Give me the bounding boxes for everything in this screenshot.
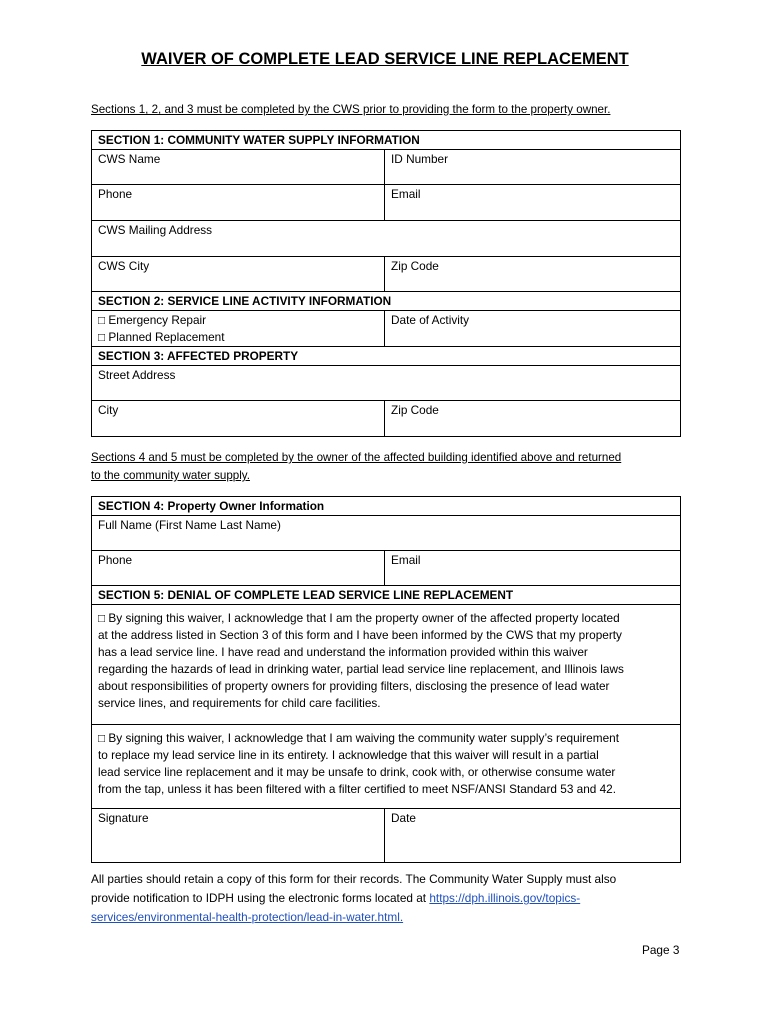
section-4-header: SECTION 4: Property Owner Information (92, 497, 681, 516)
para1-line: about responsibilities of property owners for providing filters, disclosing the presence of lead water (98, 679, 610, 693)
cws-email-field[interactable]: Email (385, 185, 681, 221)
para2-line: to replace my lead service line in its entirety. I acknowledge that this waiver will result in a partial (98, 748, 599, 762)
footer-line-1: All parties should retain a copy of this form for their records. The Community Water Supply must also (91, 872, 617, 886)
owner-full-name-field[interactable]: Full Name (First Name Last Name) (92, 516, 681, 551)
acknowledgement-paragraph-1[interactable] (92, 605, 681, 725)
activity-type-options (92, 311, 385, 347)
para1-line: service lines, and requirements for child care facilities. (98, 696, 381, 710)
section-2-header: SECTION 2: SERVICE LINE ACTIVITY INFORMATION (92, 292, 681, 311)
instructions-sections-4-5 (91, 449, 621, 485)
signature-field[interactable]: Signature (92, 809, 385, 863)
emergency-repair-checkbox[interactable]: □ Emergency Repair (98, 313, 207, 327)
para2-line: □ By signing this waiver, I acknowledge that I am waiving the community water supply’s requirement (98, 731, 619, 745)
para1-line: regarding the hazards of lead in drinking water, partial lead service line replacement, and Illinois laws (98, 662, 624, 676)
cws-name-field[interactable]: CWS Name (92, 150, 385, 185)
para1-line: has a lead service line. I have read and understand the information provided within this waiver (98, 645, 588, 659)
sections-1-3-table (91, 130, 681, 437)
page-number: Page 3 (642, 943, 680, 957)
section-1-header: SECTION 1: COMMUNITY WATER SUPPLY INFORMATION (92, 131, 681, 150)
footer-line-2-text: provide notification to IDPH using the electronic forms located at (91, 891, 430, 905)
street-address-field[interactable]: Street Address (92, 366, 681, 401)
para1-line: at the address listed in Section 3 of this form and I have been informed by the CWS that my property (98, 628, 622, 642)
footer-note (91, 870, 681, 927)
owner-email-field[interactable]: Email (385, 551, 681, 586)
para1-line: □ By signing this waiver, I acknowledge that I am the property owner of the affected property located (98, 611, 620, 625)
para2-line: lead service line replacement and it may be unsafe to drink, cook with, or otherwise consume water (98, 765, 616, 779)
signature-date-field[interactable]: Date (385, 809, 681, 863)
section-5-header: SECTION 5: DENIAL OF COMPLETE LEAD SERVICE LINE REPLACEMENT (92, 586, 681, 605)
idph-link-part-2[interactable]: services/environmental-health-protection/lead-in-water.html. (91, 910, 404, 924)
property-city-field[interactable]: City (92, 401, 385, 437)
section-3-header: SECTION 3: AFFECTED PROPERTY (92, 347, 681, 366)
instructions-line-2: to the community water supply. (91, 469, 250, 482)
cws-mailing-address-field[interactable]: CWS Mailing Address (92, 221, 681, 257)
para2-line: from the tap, unless it has been filtered with a filter certified to meet NSF/ANSI Standard 53 and 42. (98, 782, 617, 796)
owner-phone-field[interactable]: Phone (92, 551, 385, 586)
cws-phone-field[interactable]: Phone (92, 185, 385, 221)
cws-zip-field[interactable]: Zip Code (385, 257, 681, 292)
date-of-activity-field[interactable]: Date of Activity (385, 311, 681, 347)
id-number-field[interactable]: ID Number (385, 150, 681, 185)
instructions-line-1: Sections 4 and 5 must be completed by the owner of the affected building identified above and returned (91, 451, 622, 464)
idph-link-part-1[interactable]: https://dph.illinois.gov/topics- (429, 891, 581, 905)
sections-4-5-table (91, 496, 681, 863)
property-zip-field[interactable]: Zip Code (385, 401, 681, 437)
planned-replacement-checkbox[interactable]: □ Planned Replacement (98, 330, 225, 344)
cws-city-field[interactable]: CWS City (92, 257, 385, 292)
instructions-sections-1-3: Sections 1, 2, and 3 must be completed by the CWS prior to providing the form to the property owner. (91, 103, 611, 116)
footer-line-2 (91, 889, 681, 908)
acknowledgement-paragraph-2[interactable] (92, 725, 681, 809)
page-title: WAIVER OF COMPLETE LEAD SERVICE LINE REPLACEMENT (141, 50, 629, 68)
